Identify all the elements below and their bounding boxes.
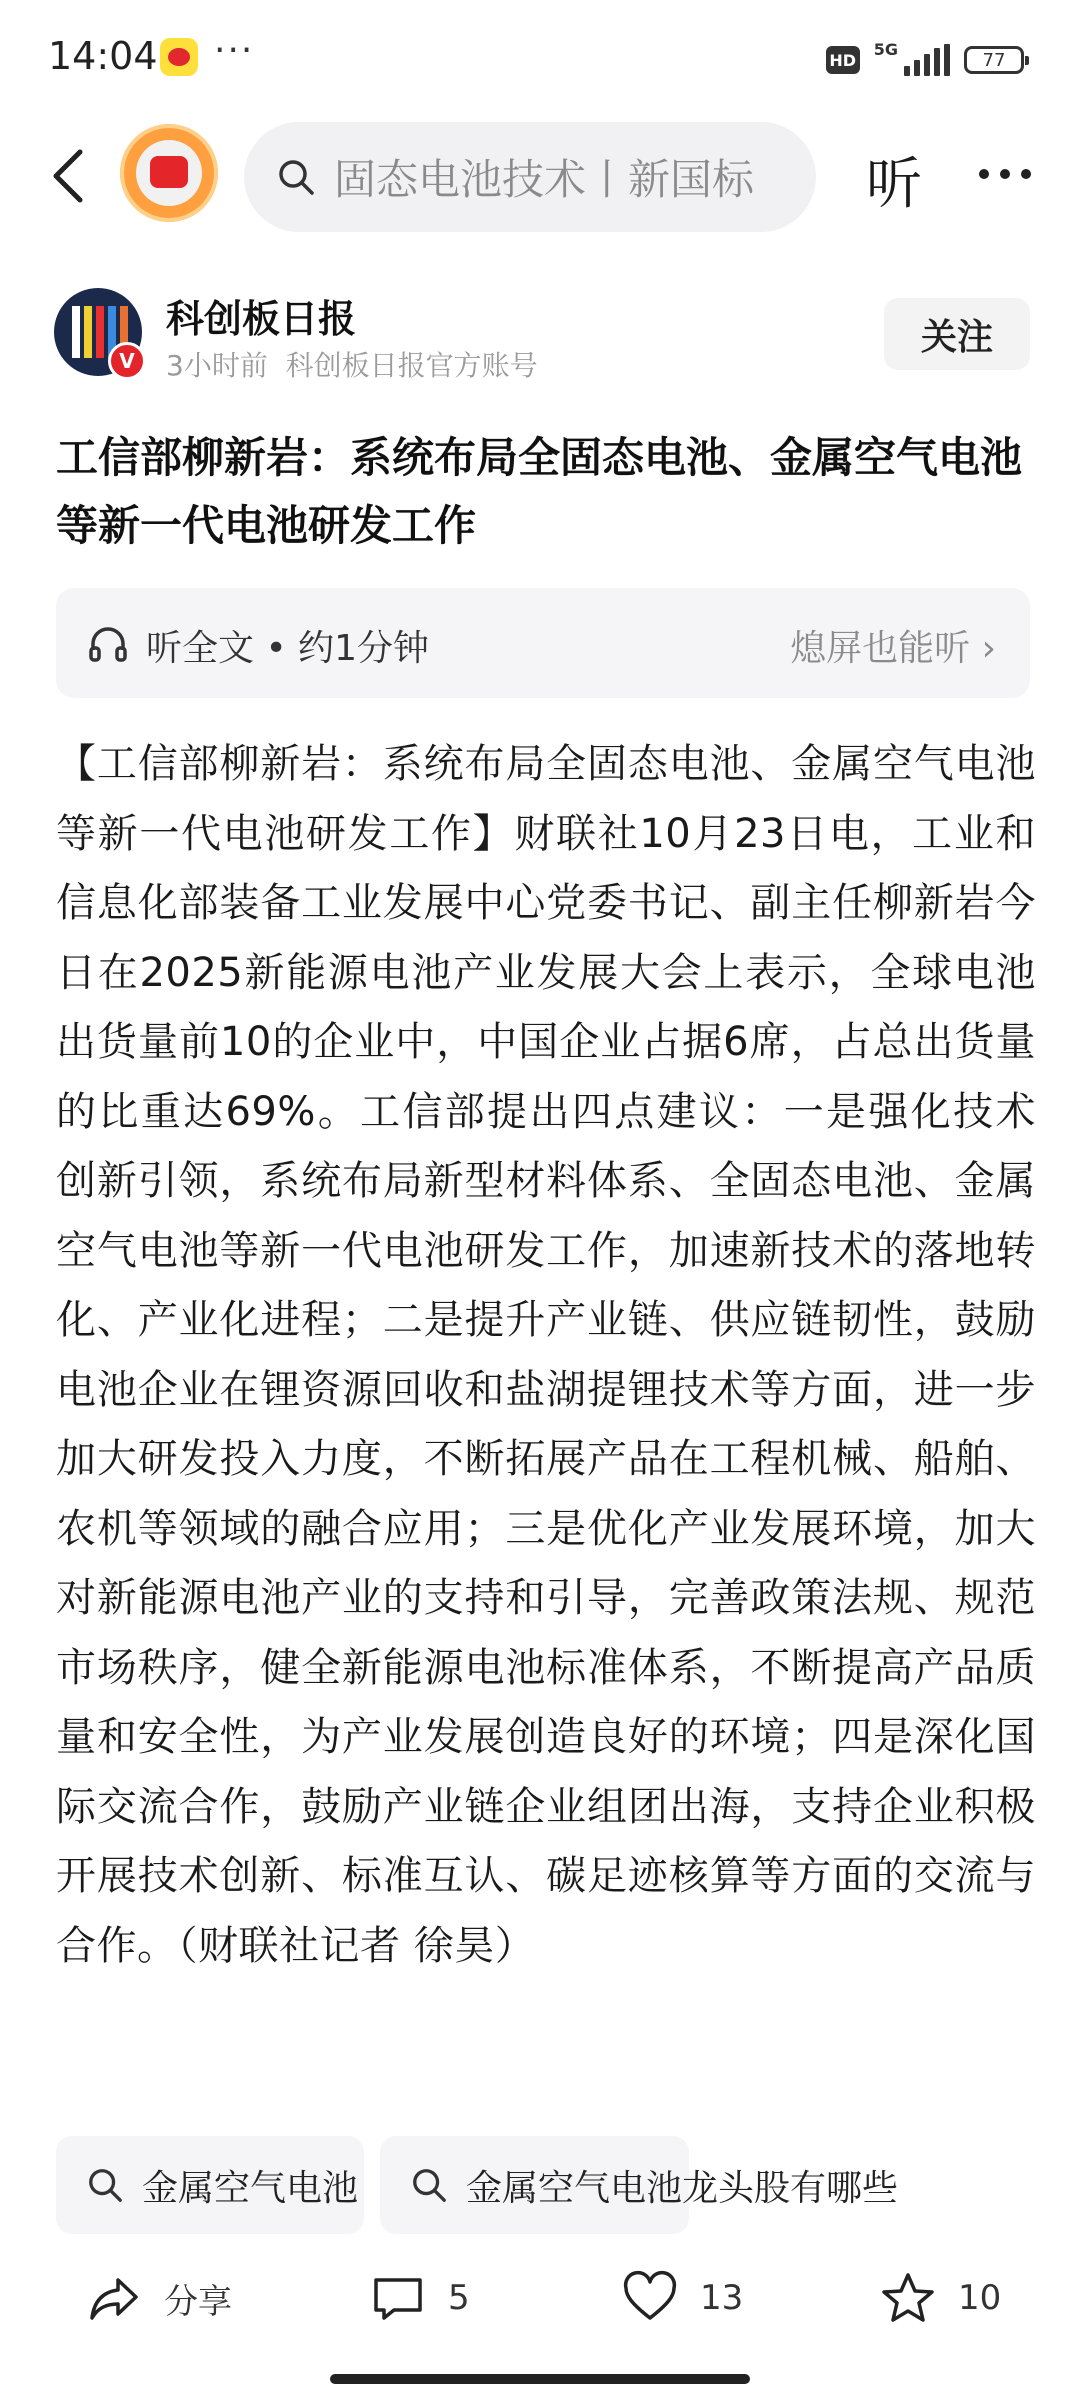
like-count: 13: [700, 2278, 744, 2318]
search-placeholder: 固态电池技术丨新国标: [334, 155, 755, 204]
favorite-button[interactable]: [880, 2268, 1001, 2328]
related-searches: [56, 2136, 1030, 2236]
listen-button[interactable]: 听: [866, 152, 922, 217]
action-bar: [0, 2250, 1080, 2350]
verified-badge-icon: V: [108, 342, 146, 380]
weibo-notification-icon: [160, 38, 198, 76]
search-icon: [86, 2166, 124, 2204]
listen-screen-off-link[interactable]: 熄屏也能听 ›: [790, 628, 996, 669]
post-time: 3小时前: [166, 349, 268, 382]
share-label: 分享: [164, 2281, 232, 2322]
author-row: [54, 288, 1034, 388]
star-icon: [880, 2270, 936, 2326]
network-type: 5G: [873, 40, 898, 59]
more-options-icon[interactable]: [978, 168, 1032, 180]
related-search-label: 金属空气电池龙头股有哪些: [466, 2167, 899, 2209]
favorite-count: 10: [958, 2278, 1002, 2318]
back-arrow-icon[interactable]: [48, 148, 88, 204]
hd-icon: HD: [826, 46, 860, 74]
share-icon: [86, 2270, 142, 2326]
comment-button[interactable]: [370, 2268, 470, 2328]
search-input[interactable]: [244, 122, 816, 232]
app-logo-icon[interactable]: [120, 124, 218, 222]
signal-icon: [904, 44, 950, 76]
listen-full-label: 听全文 • 约1分钟: [146, 628, 430, 669]
related-search-label: 金属空气电池: [142, 2167, 359, 2209]
listen-full-article-bar[interactable]: [56, 588, 1030, 698]
search-icon: [276, 157, 316, 197]
author-name[interactable]: 科创板日报: [166, 297, 357, 341]
share-button[interactable]: [86, 2268, 232, 2328]
article-body: 【工信部柳新岩：系统布局全固态电池、金属空气电池等新一代电池研发工作】财联社10月23日电，工业和信息化部装备工业发展中心党委书记、副主任柳新岩今日在2025新能源电池产业发展大会上表示，全球电池出货量前10的企业中，中国企业占据6席，占总出货量的比重达69%。工信部提出四点建议：一是强化技术创新引领，系统布局新型材料体系、全固态电池、金属空气电池等新一代电池研发工作，加速新技术的落地转化、产业化进程；二是提升产业链、供应链韧性，鼓励电池企业在锂资源回收和盐湖提锂技术等方面，进一步加大研发投入力度，不断拓展产品在工程机械、船舶、农机等领域的融合应用；三是优化产业发展环境，加大对新能源电池产业的支持和引导，完善政策法规、规范市场秩序，健全新能源电池标准体系，不断提高产品质量和安全性，为产业发展创造良好的环境；四是深化国际交流合作，鼓励产业链企业组团出海，支持企业积极开展技术创新、标准互认、碳足迹核算等方面的交流与合作。（财联社记者 徐昊）: [56, 741, 1036, 1969]
related-search-tag[interactable]: [56, 2136, 364, 2234]
comment-icon: [370, 2270, 426, 2326]
like-button[interactable]: [622, 2268, 743, 2328]
article-title: 工信部柳新岩：系统布局全固态电池、金属空气电池等新一代电池研发工作: [56, 433, 1023, 550]
status-bar: [0, 0, 1080, 110]
heart-icon: [622, 2270, 678, 2326]
author-meta: [166, 344, 538, 384]
battery-level: 77: [982, 49, 1006, 71]
related-search-tag[interactable]: [380, 2136, 899, 2234]
status-more-icon: ···: [214, 30, 255, 71]
headphone-icon: [88, 624, 128, 664]
search-icon: [410, 2166, 448, 2204]
status-indicators: [826, 40, 1024, 80]
comment-count: 5: [448, 2278, 470, 2318]
app-logo-inner: [136, 140, 202, 206]
account-type: 科创板日报官方账号: [285, 349, 538, 382]
follow-button[interactable]: 关注: [884, 298, 1030, 370]
status-time: 14:04: [48, 34, 158, 78]
battery-icon: [964, 46, 1024, 74]
home-indicator[interactable]: [330, 2374, 750, 2384]
app-logo-mark: [150, 156, 188, 188]
